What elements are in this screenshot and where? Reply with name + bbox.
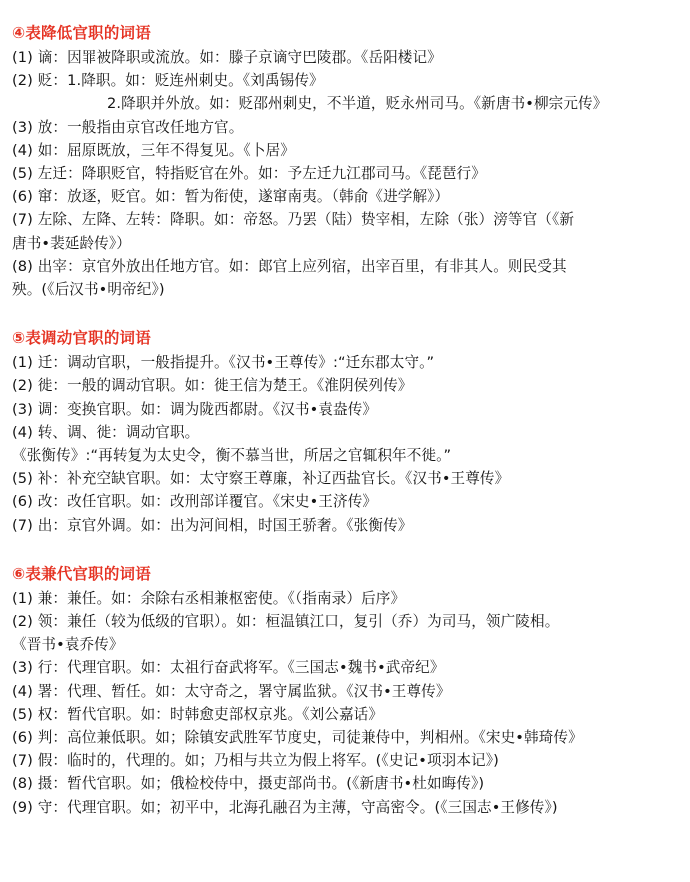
entry-line: (3) 放：一般指由京官改任地方官。: [12, 118, 244, 136]
entry-line-quote: 《张衡传》:“再转复为太史令，衡不慕当世，所居之官辄积年不徙。”: [12, 447, 452, 465]
entry-line: (6) 判：高位兼低职。如；除镇安武胜军节度史，司徒兼侍中，判相州。《宋史•韩琦传》: [12, 729, 583, 747]
entry-line: (8) 出宰：京官外放出任地方官。如：郎官上应列宿，出宰百里，有非其人。则民受其: [12, 257, 567, 275]
entry-line-wrap: 殃。(《后汉书•明帝纪》): [12, 281, 165, 299]
section-heading: ⑤表调动官职的词语: [12, 329, 151, 348]
entry-line-wrap: 《晋书•袁乔传》: [12, 636, 124, 654]
entry-line: (3) 行：代理官职。如：太祖行奋武将军。《三国志•魏书•武帝纪》: [12, 659, 445, 677]
entry-line: (2) 徙：一般的调动官职。如：徙王信为楚王。《淮阴侯列传》: [12, 377, 413, 395]
entry-line-continuation: 2.降职并外放。如：贬邵州刺史，不半道，贬永州司马。《新唐书•柳宗元传》: [107, 95, 608, 113]
entry-line: (2) 贬：1.降职。如：贬连州刺史。《刘禹锡传》: [12, 72, 324, 90]
entry-line: (1) 迁：调动官职，一般指提升。《汉书•王尊传》:“迁东郡太守。”: [12, 354, 435, 372]
entry-line: (4) 转、调、徙：调动官职。: [12, 423, 200, 441]
entry-line: (3) 调：变换官职。如：调为陇西都尉。《汉书•袁盎传》: [12, 400, 378, 418]
entry-line: (1) 兼：兼任。如：余除右丞相兼枢密使。《（指南录）后序》: [12, 589, 406, 607]
entry-line-wrap: 唐书•裴延龄传》）: [12, 234, 131, 252]
entry-line: (4) 如：屈原既放，三年不得复见。《卜居》: [12, 141, 295, 159]
entry-line: (7) 出：京官外调。如：出为河间相，时国王骄奢。《张衡传》: [12, 516, 413, 534]
entry-line: (2) 领：兼任（较为低级的官职）。如：桓温镇江口，复引（乔）为司马，领广陵相。: [12, 613, 560, 631]
entry-line: (1) 谪：因罪被降职或流放。如：滕子京谪守巴陵郡。《岳阳楼记》: [12, 49, 442, 66]
entry-line: (5) 左迁：降职贬官，特指贬官在外。如：予左迁九江郡司马。《琵琶行》: [12, 165, 486, 183]
entry-line: (4) 署：代理、暂任。如：太守奇之，署守属监狱。《汉书•王尊传》: [12, 682, 451, 700]
section-transfer-terms: [12, 325, 684, 537]
entry-line: (5) 权：暂代官职。如：时韩愈吏部权京兆。《刘公嘉话》: [12, 705, 384, 723]
entry-line: (9) 守：代理官职。如；初平中，北海孔融召为主薄，守高密令。(《三国志•王修传》): [12, 798, 558, 816]
entry-line: (7) 左除、左降、左转：降职。如：帝怒。乃罢（陆）贽宰相，左除（张）滂等官（《新: [12, 211, 575, 229]
entry-line: (6) 改：改任官职。如：改刑部详覆官。《宋史•王济传》: [12, 493, 378, 511]
section-heading: ⑥表兼代官职的词语: [12, 564, 151, 583]
entry-line: (8) 摄：暂代官职。如；俄检校侍中，摄吏部尚书。(《新唐书•杜如晦传》): [12, 775, 485, 793]
document-page: [12, 20, 684, 819]
entry-line: (7) 假：临时的，代理的。如；乃相与共立为假上将军。(《史记•项羽本记》): [12, 752, 499, 770]
entry-line: (6) 窜：放逐，贬官。如：暂为衔使，遂窜南夷。（韩俞《进学解》）: [12, 188, 450, 206]
section-demote-terms: [12, 20, 684, 301]
section-concurrent-terms: [12, 561, 684, 819]
entry-line: (5) 补：补充空缺官职。如：太守察王尊廉，补辽西盐官长。《汉书•王尊传》: [12, 470, 510, 488]
section-heading: ④表降低官职的词语: [12, 24, 151, 42]
